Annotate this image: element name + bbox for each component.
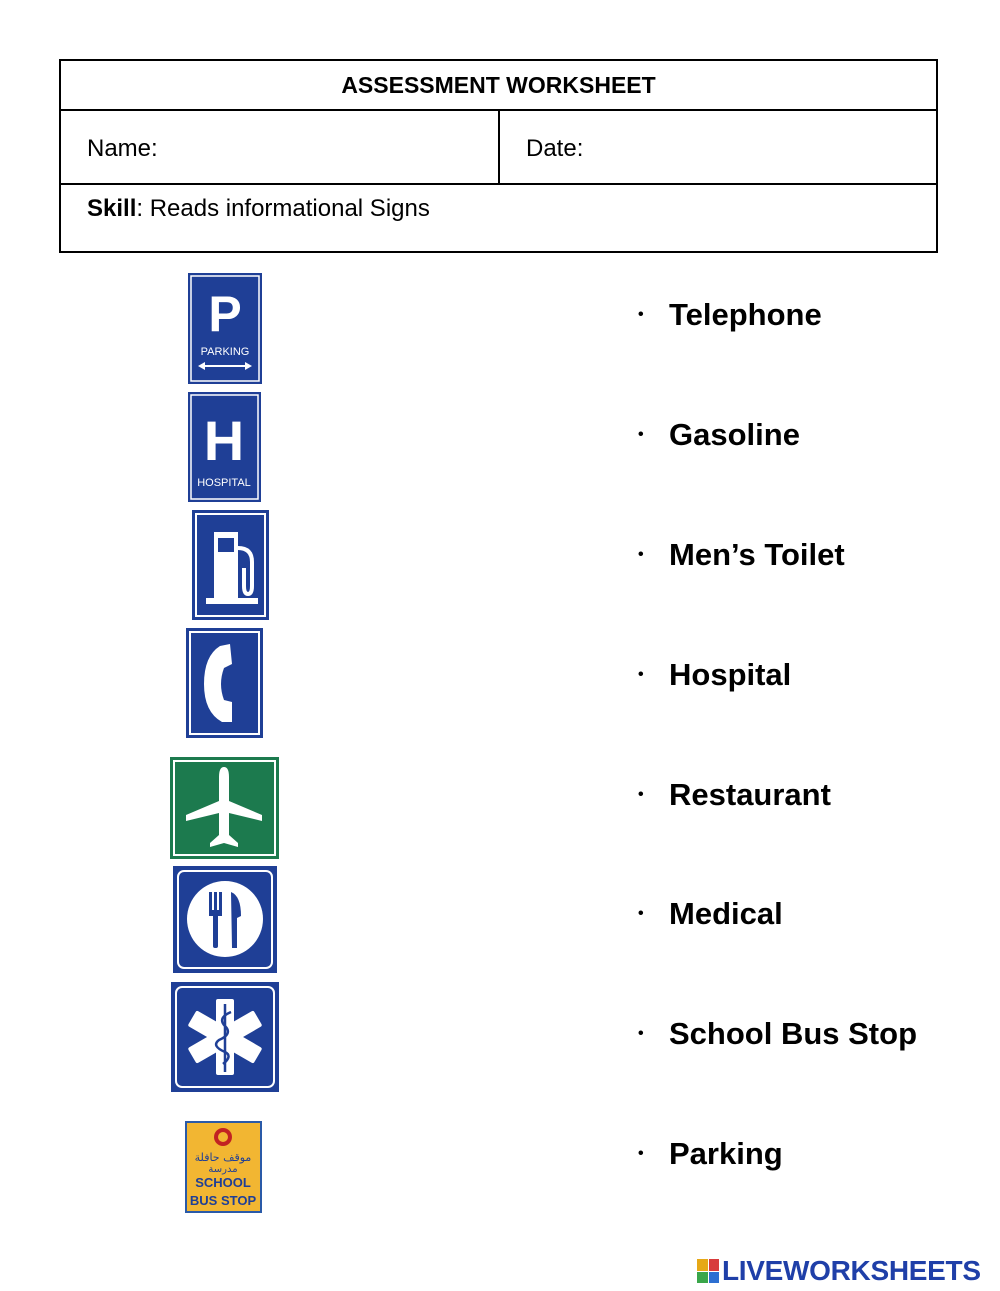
- hospital-sign-icon: [188, 392, 261, 502]
- word-item-parking[interactable]: [638, 1134, 783, 1174]
- liveworksheets-logo-icon: [697, 1259, 719, 1283]
- word-item-restaurant[interactable]: [638, 775, 831, 815]
- bullet-icon: •: [638, 786, 644, 803]
- school-bus-stop-sign[interactable]: [185, 1121, 262, 1213]
- parking-letter: P: [208, 286, 242, 342]
- parking-sign-icon: [188, 273, 262, 384]
- word-item-hospital[interactable]: [638, 655, 791, 695]
- name-date-row: [61, 111, 936, 185]
- hospital-letter: H: [203, 409, 245, 472]
- bullet-icon: •: [638, 905, 644, 922]
- restaurant-sign[interactable]: [173, 866, 277, 973]
- telephone-sign[interactable]: [186, 628, 263, 738]
- bullet-icon: •: [638, 546, 644, 563]
- word-label: Parking: [669, 1136, 783, 1171]
- airport-sign[interactable]: [170, 757, 279, 859]
- name-field[interactable]: [61, 111, 500, 183]
- fork-knife-icon: [173, 866, 277, 973]
- star-of-life-icon: [171, 982, 279, 1092]
- word-label: School Bus Stop: [669, 1016, 917, 1051]
- skill-value: : Reads informational Signs: [136, 195, 430, 222]
- bus-stop-arabic-line1: موقف حافلة: [194, 1151, 252, 1164]
- skill-row: [61, 185, 936, 251]
- gasoline-sign[interactable]: [192, 510, 269, 620]
- worksheet-header-table: [59, 59, 938, 253]
- word-label: Gasoline: [669, 417, 800, 452]
- parking-sign-text: PARKING: [200, 346, 250, 358]
- word-item-school-bus-stop[interactable]: [638, 1014, 917, 1054]
- bullet-icon: •: [638, 1025, 644, 1042]
- word-label: Hospital: [669, 657, 792, 692]
- bus-stop-line2: BUS STOP: [189, 1193, 257, 1208]
- word-label: Medical: [669, 896, 783, 931]
- airplane-icon: [170, 757, 279, 859]
- bullet-icon: •: [638, 306, 644, 323]
- parking-sign[interactable]: [188, 273, 262, 384]
- medical-sign[interactable]: [171, 982, 279, 1092]
- word-item-medical[interactable]: [638, 894, 783, 934]
- word-label: Telephone: [669, 297, 822, 332]
- word-item-mens-toilet[interactable]: [638, 535, 845, 575]
- school-bus-stop-icon: [185, 1121, 262, 1213]
- skill-label: Skill: [87, 195, 137, 222]
- word-item-gasoline[interactable]: [638, 415, 800, 455]
- worksheet-title: ASSESSMENT WORKSHEET: [61, 61, 936, 111]
- word-label: Men’s Toilet: [669, 537, 845, 572]
- bus-stop-line1: SCHOOL: [195, 1175, 251, 1190]
- fuel-pump-icon: [192, 510, 269, 620]
- bullet-icon: •: [638, 666, 644, 683]
- logo-text: LIVEWORKSHEETS: [722, 1255, 981, 1286]
- hospital-sign-text: HOSPITAL: [197, 477, 251, 489]
- word-item-telephone[interactable]: [638, 295, 822, 335]
- bullet-icon: •: [638, 426, 644, 443]
- bus-stop-arabic-line2: مدرسة: [208, 1164, 238, 1175]
- date-field[interactable]: [500, 111, 936, 183]
- word-label: Restaurant: [669, 777, 831, 812]
- hospital-sign[interactable]: [188, 392, 261, 502]
- name-label: Name:: [87, 135, 158, 162]
- liveworksheets-logo: [697, 1255, 981, 1287]
- telephone-icon: [186, 628, 263, 738]
- date-label: Date:: [526, 135, 584, 162]
- bullet-icon: •: [638, 1145, 644, 1162]
